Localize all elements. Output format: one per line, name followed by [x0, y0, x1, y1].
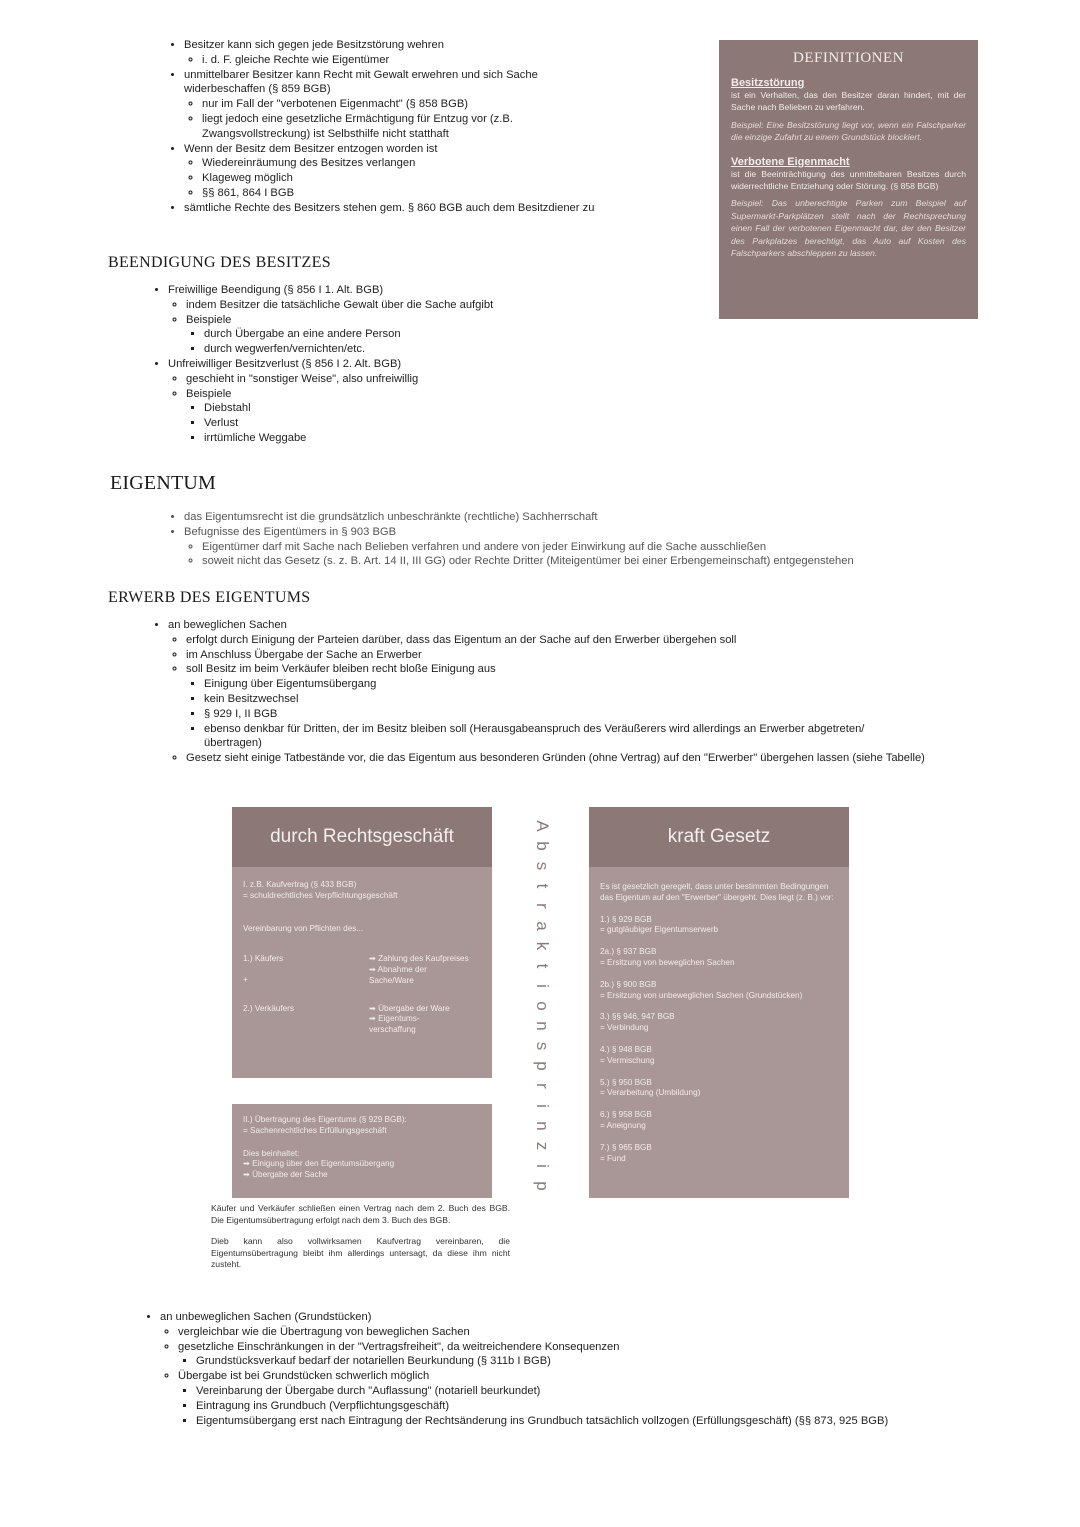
list-item: ▪ Vereinbarung der Übergabe durch "Auflassung" (notariell beurkundet) — [196, 1384, 942, 1399]
besitz-rights-list — [166, 38, 656, 216]
vertical-letter: i — [533, 984, 552, 988]
definition-text: ist die Beeinträchtigung des unmittelbaren Besitzes durch widerrechtliche Entziehung oder Störung. (§ 858 BGB) — [731, 168, 966, 192]
vertical-letter: z — [533, 1141, 552, 1151]
vertical-letter: t — [533, 963, 552, 969]
vertical-letter: b — [533, 841, 552, 851]
list-item: • Freiwillige Beendigung (§ 856 I 1. Alt. BGB) ◦ indem Besitzer die tatsächliche Gewalt über die Sache aufgibt ◦ Beispiele ▪ durch Übergabe an eine andere Person ▪ durch wegwerfen/vernichten/etc. — [168, 283, 600, 357]
list-item: ▪ Einigung über Eigentumsübergang — [204, 677, 950, 692]
table-left-header: durch Rechtsgeschäft — [232, 807, 492, 867]
vertical-letter: p — [533, 1061, 552, 1071]
vertical-letter: n — [533, 1021, 552, 1031]
list-item: ▪ Eigentumsübergang erst nach Eintragung der Rechtsänderung ins Grundbuch tatsächlich vollzogen (Erfüllungsgeschäft) (§§ 873, 925 BGB) — [196, 1414, 916, 1429]
list-item: • Besitzer kann sich gegen jede Besitzstörung wehren ◦ i. d. F. gleiche Rechte wie Eigentümer — [184, 38, 656, 68]
list-item: ◦ Beispiele ▪ Diebstahl ▪ Verlust ▪ irrtümliche Weggabe — [186, 387, 600, 446]
list-item: • an unbeweglichen Sachen (Grundstücken) ◦ vergleichbar wie die Übertragung von beweglichen Sachen ◦ gesetzliche Einschränkungen in der "Vertragsfreiheit", da weitreichendere Konsequenzen ▪ Grundstücksverkauf bedarf der notariellen Beurkundung (§ 311b I BGB) ◦ Übergabe ist bei Grundstücken schwerlich möglich ▪ Vereinbarung der Übergabe durch "Auflassung" (notariell beurkundet) ▪ Eintragung ins Grundbuch (Verpflichtungsgeschäft) ▪ Eigentumsübergang erst nach Eintragung der Rechtsänderung ins Grundbuch tatsächlich vollzogen (Erfüllungsgeschäft) (§§ 873, 925 BGB) — [160, 1310, 942, 1428]
table-left-body-2: II.) Übertragung des Eigentums (§ 929 BGB): = Sachenrechtliches Erfüllungsgeschäft Dies beinhaltet: ➡ Einigung über den Eigentumsübergang ➡ Übergabe der Sache — [232, 1104, 492, 1198]
section-heading-beendigung: BEENDIGUNG DES BESITZES — [108, 254, 331, 271]
section-heading-erwerb: ERWERB DES EIGENTUMS — [108, 589, 311, 606]
list-item: • Wenn der Besitz dem Besitzer entzogen worden ist ◦ Wiedereinräumung des Besitzes verlangen ◦ Klageweg möglich ◦ §§ 861, 864 I BGB — [184, 142, 656, 201]
list-item: ◦ liegt jedoch eine gesetzliche Ermächtigung für Entzug vor (z.B. Zwangsvollstreckung) ist Selbsthilfe nicht statthaft — [202, 112, 562, 142]
list-item: ▪ Eintragung ins Grundbuch (Verpflichtungsgeschäft) — [196, 1399, 942, 1414]
list-item: • unmittelbarer Besitzer kann Recht mit Gewalt erwehren und sich Sache widerbeschaffen (§ 859 BGB) ◦ nur im Fall der "verbotenen Eigenmacht" (§ 858 BGB) ◦ liegt jedoch eine gesetzliche Ermächtigung für Entzug vor (z.B. Zwangsvollstreckung) ist Selbsthilfe nicht statthaft — [184, 68, 604, 142]
list-item: ◦ Übergabe ist bei Grundstücken schwerlich möglich ▪ Vereinbarung der Übergabe durch "Auflassung" (notariell beurkundet) ▪ Eintragung ins Grundbuch (Verpflichtungsgeschäft) ▪ Eigentumsübergang erst nach Eintragung der Rechtsänderung ins Grundbuch tatsächlich vollzogen (Erfüllungsgeschäft) (§§ 873, 925 BGB) — [178, 1369, 942, 1428]
section-heading-eigentum: EIGENTUM — [110, 472, 217, 494]
list-item: ◦ i. d. F. gleiche Rechte wie Eigentümer — [202, 53, 656, 68]
list-item: ◦ Eigentümer darf mit Sache nach Belieben verfahren und andere von jeder Einwirkung auf die Sache ausschließen — [202, 540, 966, 555]
list-item: ▪ Verlust — [204, 416, 600, 431]
list-item: ◦ §§ 861, 864 I BGB — [202, 186, 656, 201]
grundstuecke-list — [142, 1310, 942, 1428]
definition-example: Beispiel: Eine Besitzstörung liegt vor, wenn ein Falschparker die einzige Zufahrt zu einem Grundstück blockiert. — [731, 119, 966, 143]
vertical-letter: t — [533, 883, 552, 889]
list-item: ◦ im Anschluss Übergabe der Sache an Erwerber — [186, 648, 950, 663]
list-item: ▪ durch Übergabe an eine andere Person — [204, 327, 600, 342]
list-item: ◦ Klageweg möglich — [202, 171, 656, 186]
vertical-letter: i — [533, 1164, 552, 1168]
list-item: ◦ Beispiele ▪ durch Übergabe an eine andere Person ▪ durch wegwerfen/vernichten/etc. — [186, 313, 600, 357]
list-item: ◦ soll Besitz im beim Verkäufer bleiben recht bloße Einigung aus ▪ Einigung über Eigentumsübergang ▪ kein Besitzwechsel ▪ § 929 I, II BGB ▪ ebenso denkbar für Dritten, der im Besitz bleiben soll (Herausgabeanspruch des Veräußerers wird allerdings an Erwerber abgetreten/übertragen) — [186, 662, 950, 751]
list-item: ◦ indem Besitzer die tatsächliche Gewalt über die Sache aufgibt — [186, 298, 600, 313]
beendigung-list — [150, 283, 600, 446]
list-item: ▪ kein Besitzwechsel — [204, 692, 950, 707]
list-item: ◦ Wiedereinräumung des Besitzes verlangen — [202, 156, 656, 171]
seller-duties: 2.) Verkäufers ➡ Übergabe der Ware ➡ Eigentums-verschaffung — [243, 1003, 450, 1035]
vertical-letter: p — [533, 1181, 552, 1191]
definition-example: Beispiel: Das unberechtigte Parken zum Beispiel auf Supermarkt-Parkplätzen stellt nach der Rechtsprechung einen Fall der verbotenen Eigenmacht dar, der den Besitzer des Parkplatzes berechtigt, das Auto auf Kosten des Falschparkers abschleppen zu lassen. — [731, 198, 966, 259]
list-item: ▪ § 929 I, II BGB — [204, 707, 950, 722]
list-item: • Unfreiwilliger Besitzverlust (§ 856 I 2. Alt. BGB) ◦ geschieht in "sonstiger Weise", also unfreiwillig ◦ Beispiele ▪ Diebstahl ▪ Verlust ▪ irrtümliche Weggabe — [168, 357, 600, 446]
vertical-letter: a — [533, 921, 552, 931]
definition-heading: Verbotene Eigenmacht — [731, 155, 850, 168]
vertical-letter: o — [533, 1001, 552, 1011]
list-item: ◦ nur im Fall der "verbotenen Eigenmacht" (§ 858 BGB) — [202, 97, 604, 112]
list-item: ◦ vergleichbar wie die Übertragung von beweglichen Sachen — [178, 1325, 942, 1340]
table-left-body: I. z.B. Kaufvertrag (§ 433 BGB) = schuldrechtliches Verpflichtungsgeschäft Vereinbarung von Pflichten des... 1.) Käufers ➡ Zahlung des Kaufpreises ➡ Abnahme der Sache/Ware + 2.) Verkäufers ➡ Übergabe der Ware ➡ Eigentums-verschaffung — [232, 867, 492, 1078]
list-item: ▪ durch wegwerfen/vernichten/etc. — [204, 342, 600, 357]
list-item: ◦ geschieht in "sonstiger Weise", also unfreiwillig — [186, 372, 600, 387]
table-right-header: kraft Gesetz — [589, 807, 849, 867]
list-item: • das Eigentumsrecht ist die grundsätzlich unbeschränkte (rechtliche) Sachherrschaft — [184, 510, 966, 525]
abstraktionsprinzip-vertical-label — [530, 816, 554, 1196]
list-item: ◦ erfolgt durch Einigung der Parteien darüber, dass das Eigentum an der Sache auf den Erwerber übergehen soll — [186, 633, 950, 648]
list-item: ◦ soweit nicht das Gesetz (s. z. B. Art. 14 II, III GG) oder Rechte Dritter (Miteigentümer bei einer Erbengemeinschaft) entgegenstehen — [202, 554, 966, 569]
definitions-box — [719, 40, 978, 319]
definition-heading: Besitzstörung — [731, 77, 805, 89]
vertical-letter: r — [533, 903, 552, 909]
list-item: ▪ Grundstücksverkauf bedarf der notariellen Beurkundung (§ 311b I BGB) — [196, 1354, 942, 1369]
table-right-body: Es ist gesetzlich geregelt, dass unter bestimmten Bedingungen das Eigentum auf den "Erwerber" übergeht. Dies liegt (z. B.) vor: 1.) § 929 BGB = gutgläubiger Eigentumserwerb 2a.) § 937 BGB = Ersitzung von beweglichen Sachen 2b.) § 900 BGB = Ersitzung von unbeweglichen Sachen (Grundstücken) 3.) §§ 946, 947 BGB = Verbindung 4.) § 948 BGB = Vermischung 5.) § 950 BGB = Verarbeitung (Umbildung) 6.) § 958 BGB = Aneignung 7.) § 965 BGB = Fund — [589, 867, 849, 1198]
list-item: • Befugnisse des Eigentümers in § 903 BGB ◦ Eigentümer darf mit Sache nach Belieben verfahren und andere von jeder Einwirkung auf die Sache ausschließen ◦ soweit nicht das Gesetz (s. z. B. Art. 14 II, III GG) oder Rechte Dritter (Miteigentümer bei einer Erbengemeinschaft) entgegenstehen — [184, 525, 966, 569]
list-item: ▪ ebenso denkbar für Dritten, der im Besitz bleiben soll (Herausgabeanspruch des Veräußerers wird allerdings an Erwerber abgetreten/übertragen) — [204, 722, 894, 752]
erwerb-list — [150, 618, 950, 766]
vertical-letter: s — [533, 1041, 552, 1051]
buyer-duties: 1.) Käufers ➡ Zahlung des Kaufpreises ➡ Abnahme der Sache/Ware — [243, 954, 469, 985]
table-note: Käufer und Verkäufer schließen einen Vertrag nach dem 2. Buch des BGB. Die Eigentumsübertragung erfolgt nach dem 3. Buch des BGB. Dieb kann also vollwirksamen Kaufvertrag vereinbaren, die Eigentumsübertragung bleibt ihm allerdings untersagt, da diese ihm nicht zusteht. — [211, 1203, 510, 1270]
list-item: • sämtliche Rechte des Besitzers stehen gem. § 860 BGB auch dem Besitzdiener zu — [184, 201, 656, 216]
vertical-letter: r — [533, 1083, 552, 1089]
definitions-title: DEFINITIONEN — [793, 50, 904, 66]
list-item: ◦ gesetzliche Einschränkungen in der "Vertragsfreiheit", da weitreichendere Konsequenzen ▪ Grundstücksverkauf bedarf der notariellen Beurkundung (§ 311b I BGB) — [178, 1340, 942, 1370]
vertical-letter: k — [533, 941, 552, 951]
list-item: • an beweglichen Sachen ◦ erfolgt durch Einigung der Parteien darüber, dass das Eigentum an der Sache auf den Erwerber übergehen soll ◦ im Anschluss Übergabe der Sache an Erwerber ◦ soll Besitz im beim Verkäufer bleiben recht bloße Einigung aus ▪ Einigung über Eigentumsübergang ▪ kein Besitzwechsel ▪ § 929 I, II BGB ▪ ebenso denkbar für Dritten, der im Besitz bleiben soll (Herausgabeanspruch des Veräußerers wird allerdings an Erwerber abgetreten/übertragen) ◦ Gesetz sieht einige Tatbestände vor, die das Eigentum aus besonderen Gründen (ohne Vertrag) auf den "Erwerber" übergehen lassen (siehe Tabelle) — [168, 618, 950, 766]
definition-text: ist ein Verhalten, das den Besitzer daran hindert, mit der Sache nach Belieben zu verfahren. — [731, 90, 966, 113]
list-item: ◦ Gesetz sieht einige Tatbestände vor, die das Eigentum aus besonderen Gründen (ohne Vertrag) auf den "Erwerber" übergehen lassen (siehe Tabelle) — [186, 751, 946, 766]
vertical-letter: s — [533, 861, 552, 871]
vertical-letter: A — [533, 820, 552, 832]
eigentum-list — [166, 510, 966, 569]
list-item: ▪ irrtümliche Weggabe — [204, 431, 600, 446]
vertical-letter: n — [533, 1121, 552, 1131]
vertical-letter: i — [533, 1104, 552, 1108]
list-item: ▪ Diebstahl — [204, 401, 600, 416]
